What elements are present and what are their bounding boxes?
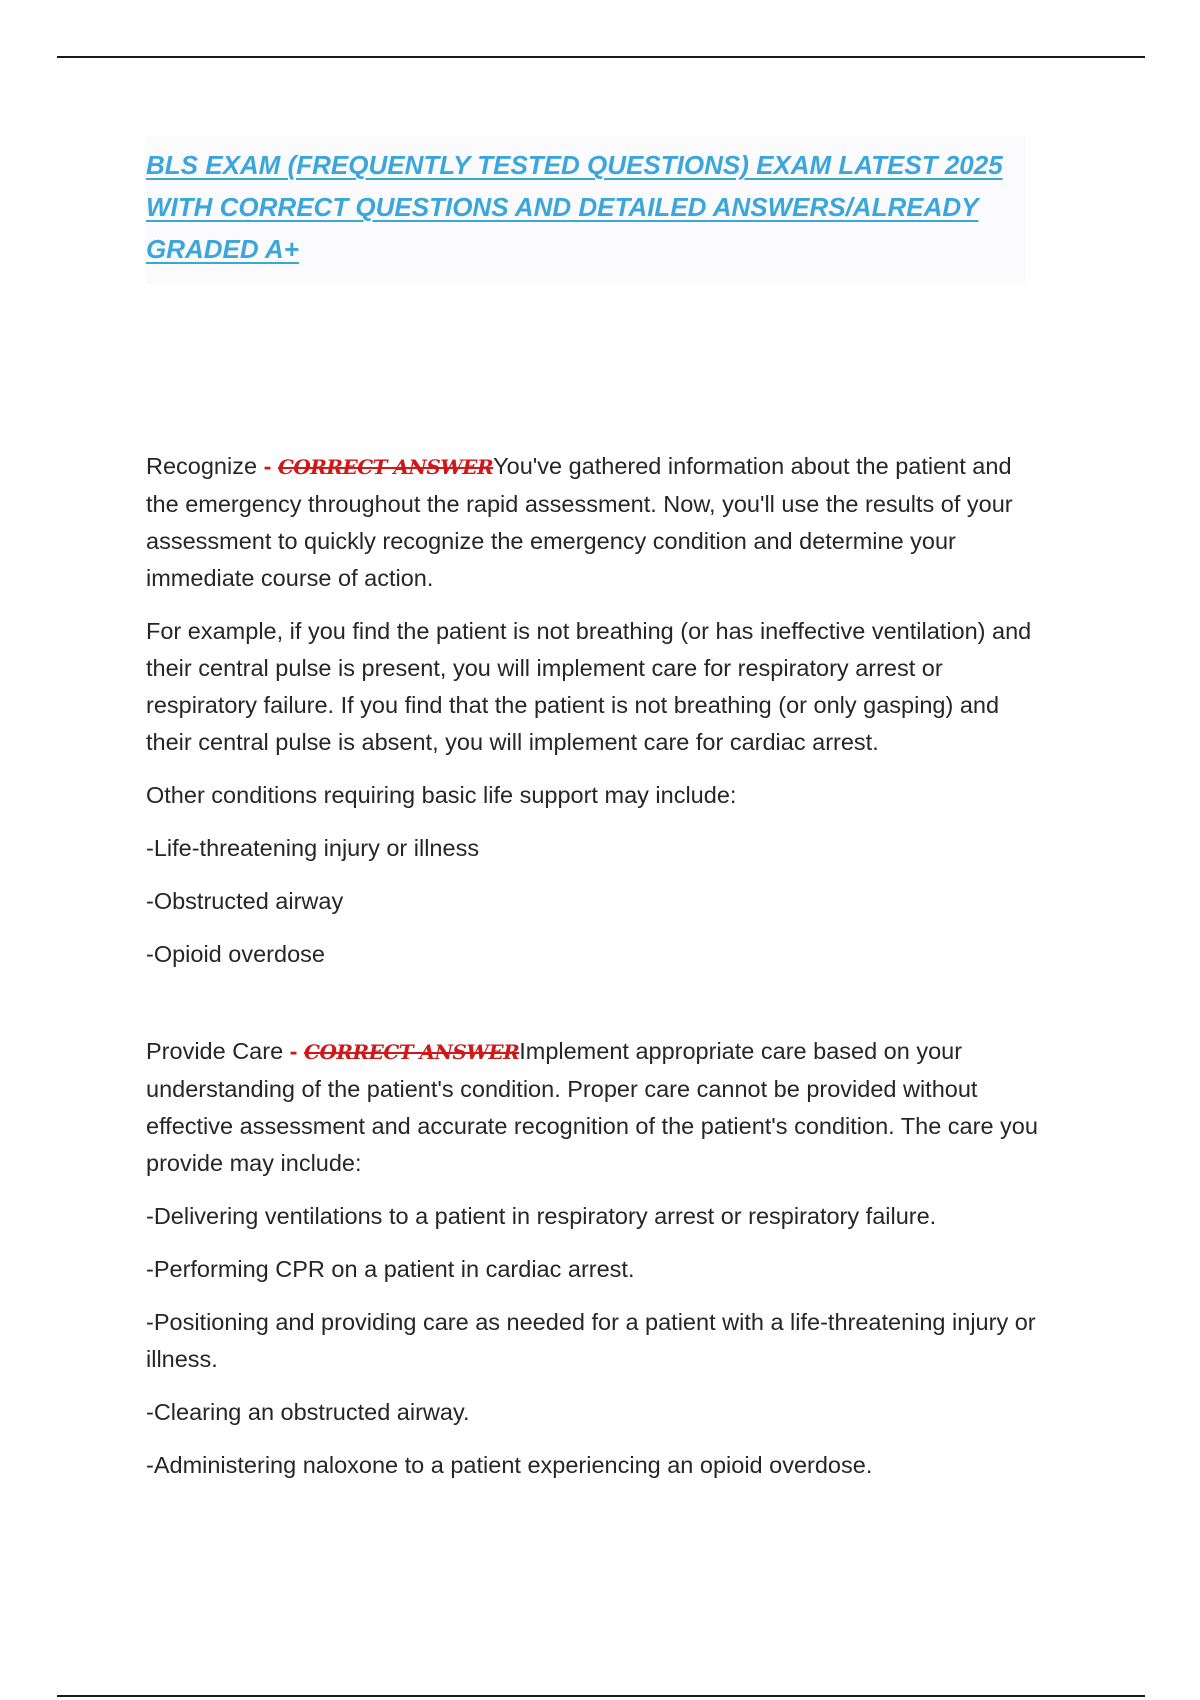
list-item: -Clearing an obstructed airway. <box>146 1399 470 1425</box>
list-item: -Life-threatening injury or illness <box>146 835 480 861</box>
correct-answer-label: CORRECT ANSWER <box>304 1040 520 1064</box>
qa-recognize-definition <box>146 448 1046 597</box>
list-item: -Positioning and providing care as needed for a patient with a life-threatening injury or illness. <box>146 1309 1036 1372</box>
answer-separator: - <box>257 453 278 479</box>
paragraph: For example, if you find the patient is not breathing (or has ineffective ventilation) and their central pulse is present, you will implement care for respiratory arrest or respiratory failure. If you find that the patient is not breathing (or only gasping) and their central pulse is absent, you will implement care for cardiac arrest. <box>146 618 1032 755</box>
list-item: -Opioid overdose <box>146 941 325 967</box>
definition-text: Implement appropriate care based on your understanding of the patient's condition. Proper care cannot be provided without effective assessment and accurate recognition of the patient's condition. The care you provide may include: <box>146 1038 1038 1176</box>
paragraph: Other conditions requiring basic life support may include: <box>146 782 737 808</box>
qa-provide-care-definition <box>146 1033 1046 1182</box>
bottom-rule <box>57 1695 1145 1697</box>
term-label: Recognize <box>146 453 258 479</box>
top-rule <box>57 56 1145 58</box>
definition-text: You've gathered information about the patient and the emergency throughout the rapid assessment. Now, you'll use the results of your assessment to quickly recognize the emergency condition and determine your immediate course of action. <box>146 453 1013 591</box>
list-item: -Performing CPR on a patient in cardiac arrest. <box>146 1256 635 1282</box>
document-body <box>146 448 1046 1500</box>
answer-separator: - <box>283 1038 305 1064</box>
section-gap <box>146 989 1046 1033</box>
list-item: -Delivering ventilations to a patient in respiratory arrest or respiratory failure. <box>146 1203 937 1229</box>
term-label: Provide Care <box>146 1038 284 1064</box>
list-item: -Administering naloxone to a patient experiencing an opioid overdose. <box>146 1452 873 1478</box>
correct-answer-label: CORRECT ANSWER <box>277 455 494 479</box>
document-title: BLS EXAM (FREQUENTLY TESTED QUESTIONS) EXAM LATEST 2025 WITH CORRECT QUESTIONS AND DETAILED ANSWERS/ALREADY GRADED A+ <box>146 150 1003 264</box>
list-item: -Obstructed airway <box>146 888 344 914</box>
